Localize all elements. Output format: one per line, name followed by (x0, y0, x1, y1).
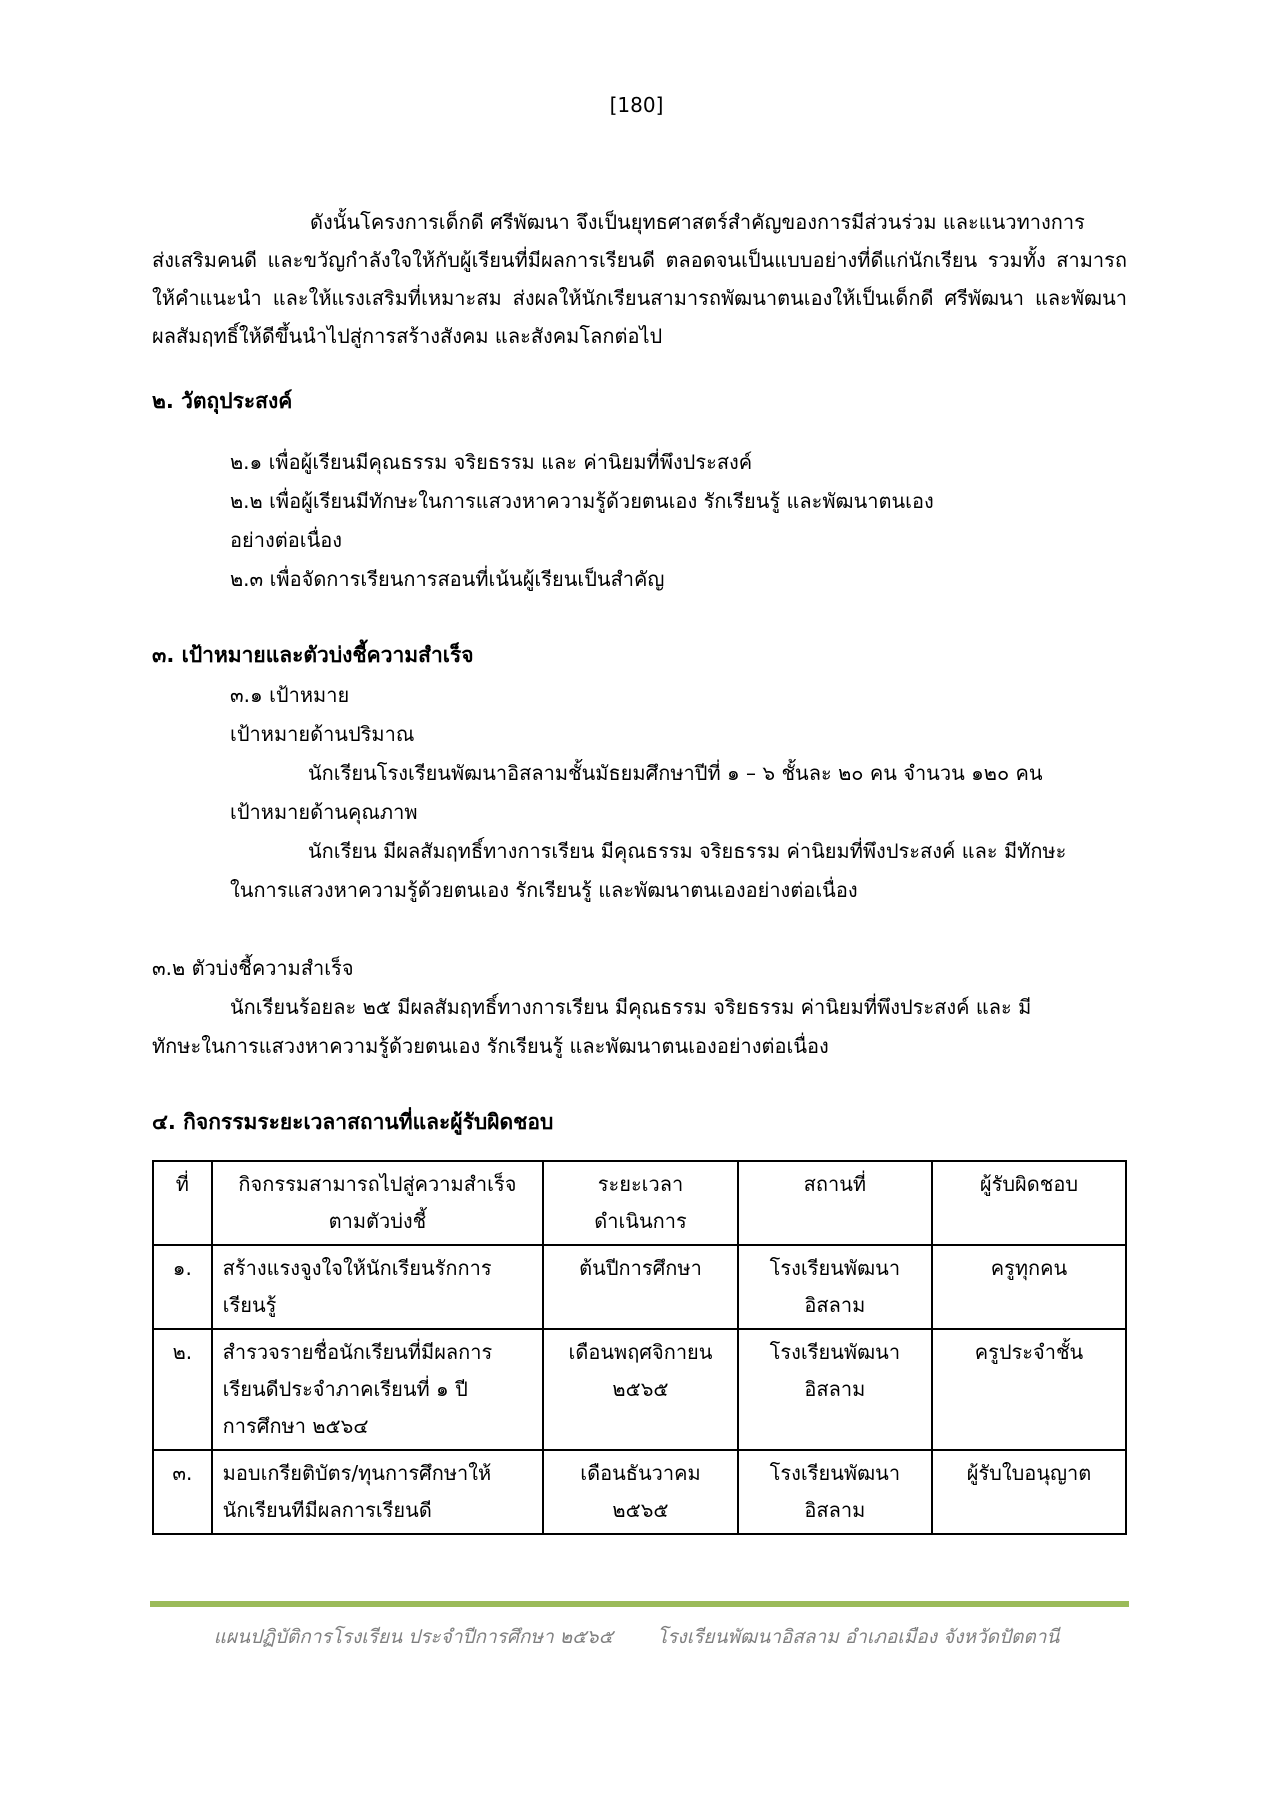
row-3-time (543, 1450, 738, 1534)
footer (0, 1623, 1273, 1651)
row-1-place (738, 1245, 932, 1329)
activity-table (152, 1160, 1127, 1535)
header-activity (212, 1161, 544, 1245)
footer-plan-title: แผนปฏิบัติการโรงเรียน ประจำปีการศึกษา ๒๕๖๕ (213, 1626, 614, 1648)
row-1-time (543, 1245, 738, 1329)
header-activity-line-1: กิจกรรมสามารถไปสู่ความสำเร็จ (238, 1172, 517, 1196)
table-header-row (153, 1161, 1126, 1245)
row-3-place (738, 1450, 932, 1534)
row-3-time-line: เดือนธันวาคม (580, 1461, 701, 1485)
intro-rest: ส่งเสริมคนดี และขวัญกำลังใจให้กับผู้เรียนที่มีผลการเรียนดี ตลอดจนเป็นแบบอย่างที่ดีแก่นักเรียน รวมทั้ง สามารถให้คำแนะนำ และให้แรงเสริมที่เหมาะสม ส่งผลให้นักเรียนสามารถพัฒนาตนเองให้เป็นเด็กดี ศรีพัฒนา และพัฒนาผลสัมฤทธิ์ให้ดีขึ้นนำไปสู่การสร้างสังคม และสังคมโลกต่อไป (152, 248, 1127, 348)
quantity-target-title: เป้าหมายด้านปริมาณ (230, 722, 415, 746)
row-2-no: ๒. (153, 1329, 212, 1450)
table-row (153, 1450, 1126, 1534)
indicator-title: ๓.๒ ตัวบ่งชี้ความสำเร็จ (152, 956, 354, 980)
footer-divider (150, 1601, 1129, 1607)
row-3-activity-line: มอบเกรียติบัตร/ทุนการศึกษาให้ (222, 1461, 492, 1485)
objective-item-2: ๒.๒ เพื่อผู้เรียนมีทักษะในการแสวงหาความรู้ด้วยตนเอง รักเรียนรู้ และพัฒนาตนเอง (230, 489, 934, 513)
row-3-place-line: โรงเรียนพัฒนา (769, 1461, 901, 1485)
header-time-line-1: ระยะเวลา (597, 1172, 684, 1196)
section-3-heading: ๓. เป้าหมายและตัวบ่งชี้ความสำเร็จ (152, 643, 474, 667)
row-2-activity-line: สำรวจรายชื่อนักเรียนที่มีผลการ (222, 1340, 493, 1364)
header-place: สถานที่ (738, 1161, 932, 1245)
objective-item-2-cont: อย่างต่อเนื่อง (230, 528, 343, 552)
intro-first-line: ดังนั้นโครงการเด็กดี ศรีพัฒนา จึงเป็นยุทธศาสตร์สำคัญของการมีส่วนร่วม และแนวทางการ (310, 210, 1085, 234)
section-4-heading: ๔. กิจกรรมระยะเวลาสถานที่และผู้รับผิดชอบ (152, 1110, 554, 1134)
quality-target-title: เป้าหมายด้านคุณภาพ (230, 800, 418, 824)
page-number: [180] (609, 93, 664, 117)
row-1-place-line: โรงเรียนพัฒนา (769, 1256, 901, 1280)
row-3-responsible: ผู้รับใบอนุญาต (932, 1450, 1126, 1534)
row-1-time-line: ต้นปีการศึกษา (579, 1256, 702, 1280)
header-activity-line-2: ตามตัวบ่งชี้ (328, 1209, 427, 1233)
row-1-responsible: ครูทุกคน (932, 1245, 1126, 1329)
table-row (153, 1245, 1126, 1329)
row-1-activity-line: เรียนรู้ (222, 1293, 277, 1317)
quality-target-line-1: นักเรียน มีผลสัมฤทธิ์ทางการเรียน มีคุณธรรม จริยธรรม ค่านิยมที่พึงประสงค์ และ มีทักษะ (308, 839, 1067, 863)
header-no: ที่ (153, 1161, 212, 1245)
quality-target-line-2: ในการแสวงหาความรู้ด้วยตนเอง รักเรียนรู้ และพัฒนาตนเองอย่างต่อเนื่อง (230, 878, 858, 902)
section-2-heading: ๒. วัตถุประสงค์ (152, 389, 293, 413)
row-2-activity-line: เรียนดีประจำภาคเรียนที่ ๑ ปี (222, 1377, 468, 1401)
header-time-line-2: ดำเนินการ (594, 1209, 687, 1233)
quantity-target-text: นักเรียนโรงเรียนพัฒนาอิสลามชั้นมัธยมศึกษาปีที่ ๑ – ๖ ชั้นละ ๒๐ คน จำนวน ๑๒๐ คน (308, 761, 1043, 785)
row-3-activity (212, 1450, 544, 1534)
objective-item-3: ๒.๓ เพื่อจัดการเรียนการสอนที่เน้นผู้เรียนเป็นสำคัญ (230, 567, 665, 591)
row-2-place (738, 1329, 932, 1450)
row-1-activity-line: สร้างแรงจูงใจให้นักเรียนรักการ (222, 1256, 492, 1280)
row-2-activity-line: การศึกษา ๒๕๖๔ (222, 1414, 369, 1438)
row-2-place-line: อิสลาม (804, 1377, 866, 1401)
row-2-place-line: โรงเรียนพัฒนา (769, 1340, 901, 1364)
row-1-no: ๑. (153, 1245, 212, 1329)
row-3-place-line: อิสลาม (804, 1498, 866, 1522)
row-3-activity-line: นักเรียนทีมีผลการเรียนดี (222, 1498, 432, 1522)
indicator-line-1: นักเรียนร้อยละ ๒๕ มีผลสัมฤทธิ์ทางการเรียน มีคุณธรรม จริยธรรม ค่านิยมที่พึงประสงค์ และ มี (230, 995, 1032, 1019)
header-responsible: ผู้รับผิดชอบ (932, 1161, 1126, 1245)
row-3-time-line: ๒๕๖๕ (612, 1498, 669, 1522)
row-2-time-line: เดือนพฤศจิกายน (568, 1340, 713, 1364)
row-1-activity (212, 1245, 544, 1329)
row-1-place-line: อิสลาม (804, 1293, 866, 1317)
indicator-line-2: ทักษะในการแสวงหาความรู้ด้วยตนเอง รักเรียนรู้ และพัฒนาตนเองอย่างต่อเนื่อง (152, 1034, 829, 1058)
target-title: ๓.๑ เป้าหมาย (230, 683, 350, 707)
header-time (543, 1161, 738, 1245)
row-2-time-line: ๒๕๖๕ (612, 1377, 669, 1401)
row-2-activity (212, 1329, 544, 1450)
row-2-responsible: ครูประจำชั้น (932, 1329, 1126, 1450)
intro-paragraph (152, 203, 1127, 355)
objective-item-1: ๒.๑ เพื่อผู้เรียนมีคุณธรรม จริยธรรม และ ค่านิยมที่พึงประสงค์ (230, 450, 753, 474)
row-2-time (543, 1329, 738, 1450)
table-row (153, 1329, 1126, 1450)
footer-school-name: โรงเรียนพัฒนาอิสลาม อำเภอเมือง จังหวัดปัตตานี (657, 1626, 1060, 1648)
row-3-no: ๓. (153, 1450, 212, 1534)
